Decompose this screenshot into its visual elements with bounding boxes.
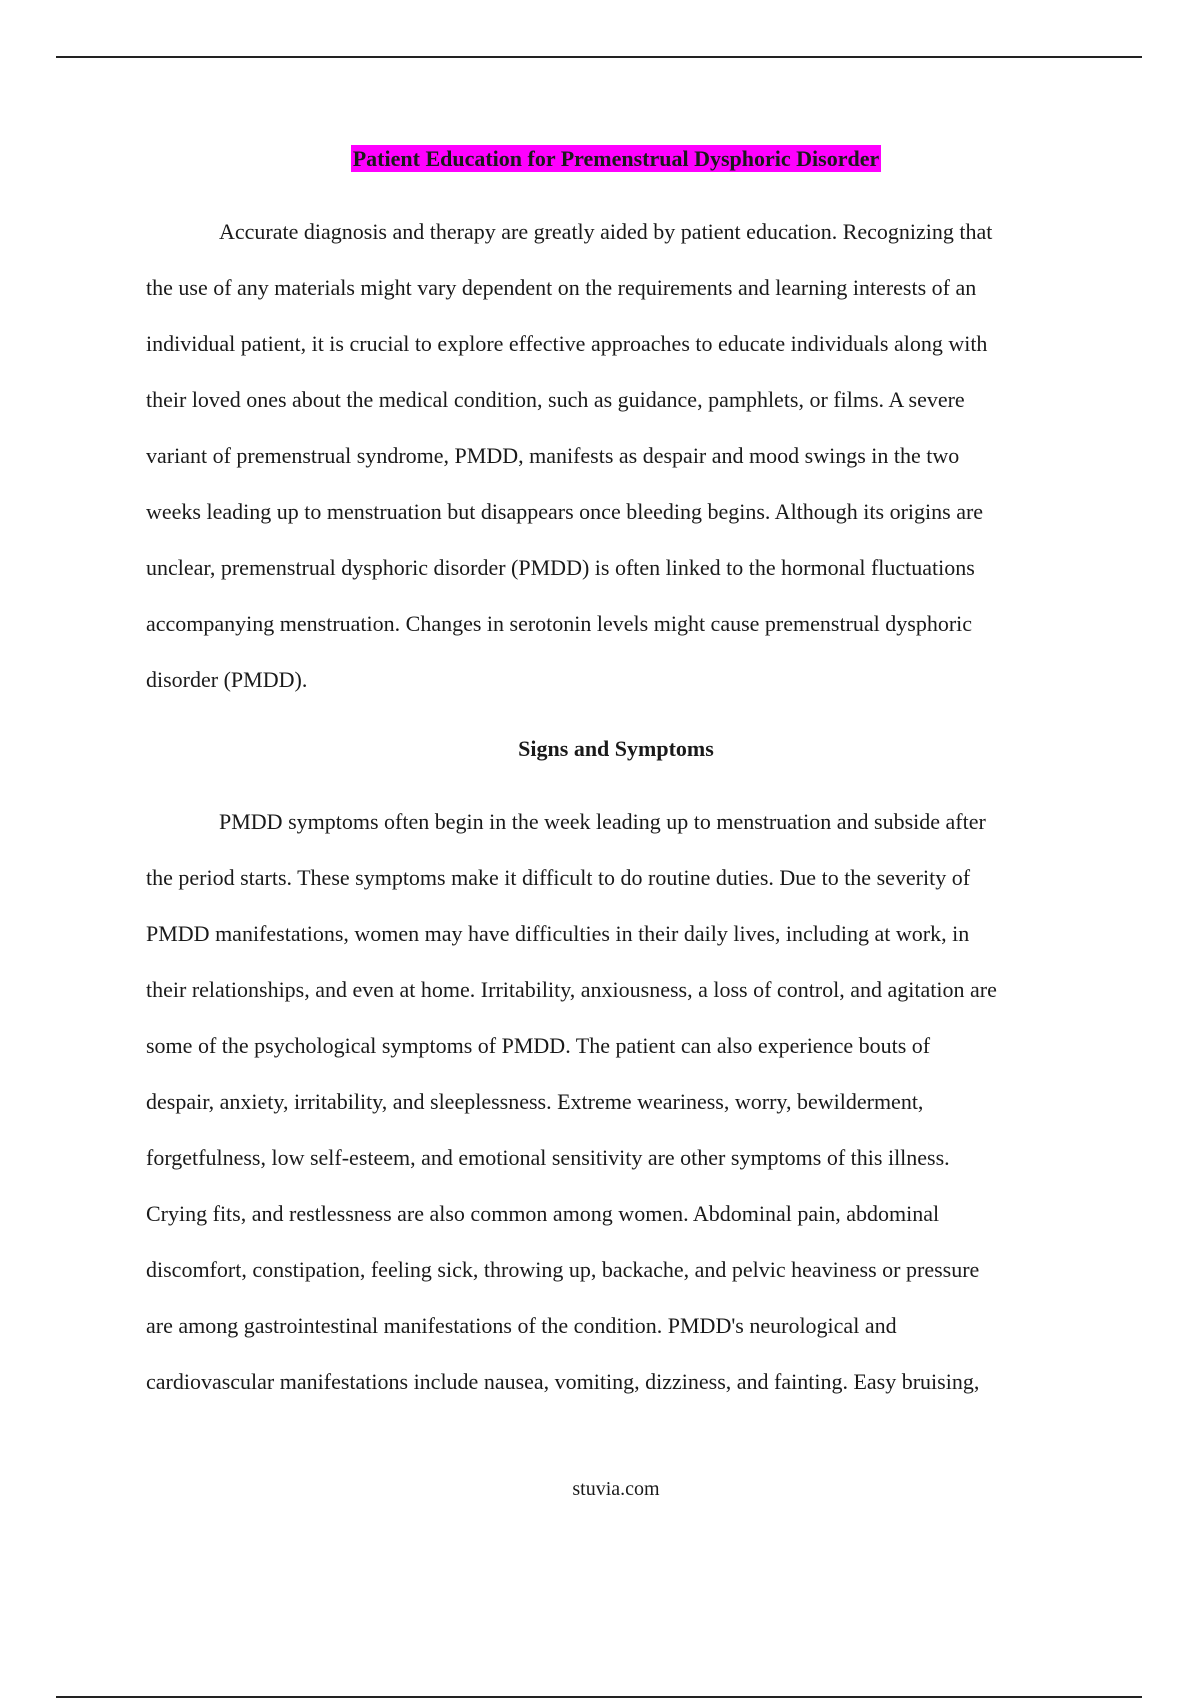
symptoms-paragraph	[146, 794, 1086, 1410]
paragraph-line: PMDD symptoms often begin in the week leading up to menstruation and subside after	[219, 809, 986, 834]
paragraph-line: cardiovascular manifestations include nausea, vomiting, dizziness, and fainting. Easy bruising,	[146, 1369, 980, 1394]
paragraph-line: Accurate diagnosis and therapy are greatly aided by patient education. Recognizing that	[219, 219, 993, 244]
paragraph-line: their relationships, and even at home. Irritability, anxiousness, a loss of control, and agitation are	[146, 977, 997, 1002]
paragraph-line: Crying fits, and restlessness are also common among women. Abdominal pain, abdominal	[146, 1201, 940, 1226]
paragraph-line: weeks leading up to menstruation but disappears once bleeding begins. Although its origins are	[146, 499, 984, 524]
paragraph-line: accompanying menstruation. Changes in serotonin levels might cause premenstrual dysphoric	[146, 611, 973, 636]
paragraph-line: PMDD manifestations, women may have difficulties in their daily lives, including at work, in	[146, 921, 970, 946]
footer-watermark: stuvia.com	[572, 1478, 660, 1500]
paragraph-line: disorder (PMDD).	[146, 667, 308, 692]
paragraph-line: their loved ones about the medical condition, such as guidance, pamphlets, or films. A severe	[146, 387, 965, 412]
intro-paragraph	[146, 204, 1086, 708]
bottom-rule	[56, 1696, 1142, 1698]
title-highlight: Patient Education for Premenstrual Dysphoric Disorder	[352, 146, 880, 171]
paragraph-line: despair, anxiety, irritability, and sleeplessness. Extreme weariness, worry, bewilderment,	[146, 1089, 924, 1114]
paragraph-line: variant of premenstrual syndrome, PMDD, manifests as despair and mood swings in the two	[146, 443, 960, 468]
document-title	[0, 145, 1200, 173]
paragraph-line: discomfort, constipation, feeling sick, throwing up, backache, and pelvic heaviness or pressure	[146, 1257, 980, 1282]
section-heading: Signs and Symptoms	[518, 736, 714, 761]
paragraph-line: the use of any materials might vary dependent on the requirements and learning interests of an	[146, 275, 977, 300]
paragraph-line: forgetfulness, low self-esteem, and emotional sensitivity are other symptoms of this illness.	[146, 1145, 950, 1170]
paragraph-line: the period starts. These symptoms make it difficult to do routine duties. Due to the severity of	[146, 865, 971, 890]
paragraph-line: some of the psychological symptoms of PMDD. The patient can also experience bouts of	[146, 1033, 931, 1058]
top-rule	[56, 56, 1142, 58]
paragraph-line: unclear, premenstrual dysphoric disorder (PMDD) is often linked to the hormonal fluctuations	[146, 555, 975, 580]
paragraph-line: are among gastrointestinal manifestations of the condition. PMDD's neurological and	[146, 1313, 897, 1338]
paragraph-line: individual patient, it is crucial to explore effective approaches to educate individuals along with	[146, 331, 988, 356]
